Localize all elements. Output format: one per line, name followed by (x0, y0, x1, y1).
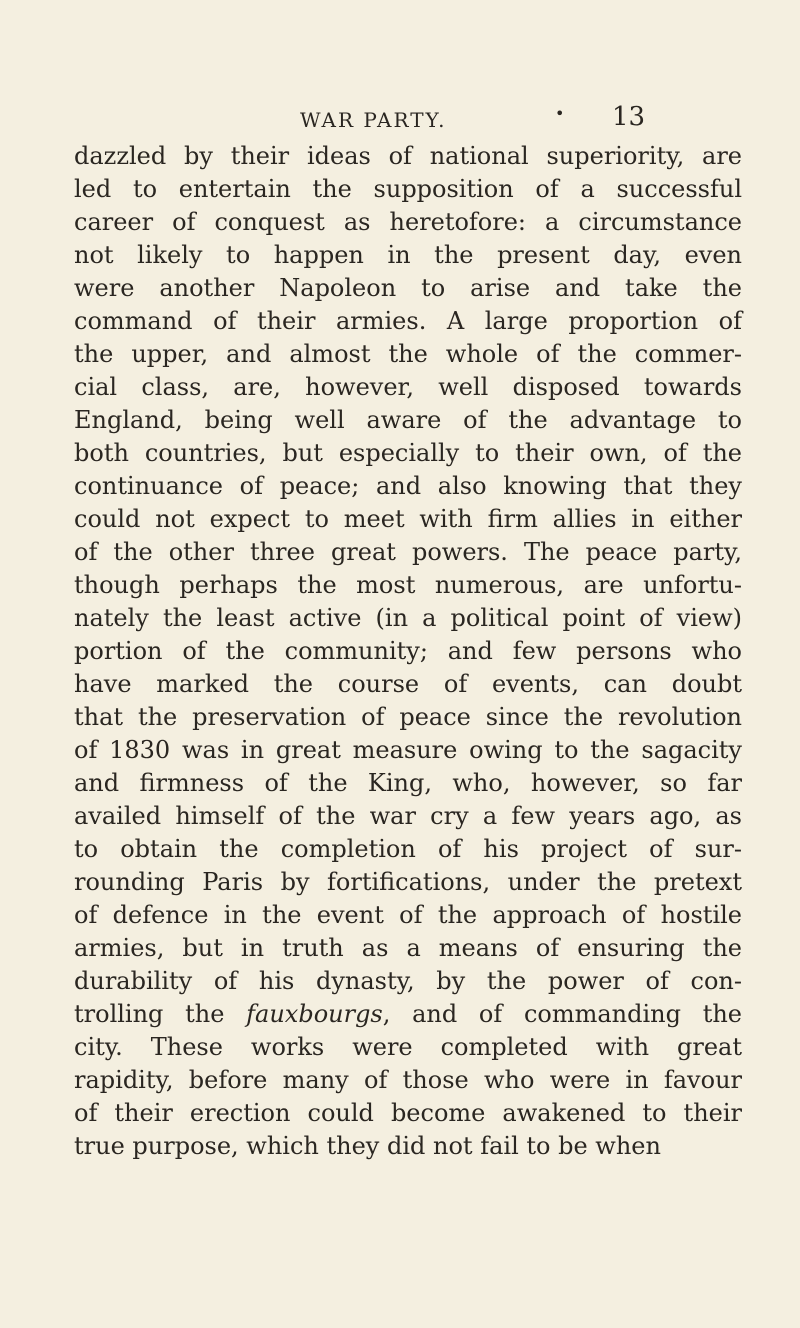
text-line: nately the least active (in a political point of view) (74, 604, 742, 632)
text-line: have marked the course of events, can doubt (74, 670, 742, 698)
body-text (74, 140, 742, 1163)
text-line: led to entertain the supposition of a successful (74, 175, 742, 203)
text-line: though perhaps the most numerous, are unfortu- (74, 571, 742, 599)
text-line: cial class, are, however, well disposed towards (74, 373, 742, 401)
text-run: trolling the (74, 1000, 247, 1028)
text-line: city. These works were completed with great (74, 1033, 742, 1061)
text-line: could not expect to meet with firm allies in either (74, 505, 742, 533)
text-line: of 1830 was in great measure owing to the sagacity (74, 736, 742, 764)
text-line: both countries, but especially to their own, of the (74, 439, 742, 467)
text-line: command of their armies. A large proportion of (74, 307, 742, 335)
text-line: rounding Paris by fortifications, under the pretext (74, 868, 742, 896)
text-line: not likely to happen in the present day, even (74, 241, 742, 269)
text-line: and firmness of the King, who, however, so far (74, 769, 742, 797)
text-line: dazzled by their ideas of national superiority, are (74, 142, 742, 170)
text-line: of defence in the event of the approach of hostile (74, 901, 742, 929)
text-line: durability of his dynasty, by the power of con- (74, 967, 742, 995)
text-line: that the preservation of peace since the revolution (74, 703, 742, 731)
text-line: of their erection could become awakened to their (74, 1099, 742, 1127)
header-ornament: • (555, 104, 565, 123)
text-line: the upper, and almost the whole of the commer- (74, 340, 742, 368)
text-line: portion of the community; and few persons who (74, 637, 742, 665)
text-line: were another Napoleon to arise and take the (74, 274, 742, 302)
running-title: WAR PARTY. (300, 108, 447, 132)
text-line: career of conquest as heretofore: a circumstance (74, 208, 742, 236)
text-run: , and of commanding the (382, 1000, 742, 1028)
text-line: true purpose, which they did not fail to be when (74, 1132, 661, 1160)
text-line: to obtain the completion of his project of sur- (74, 835, 742, 863)
text-line: England, being well aware of the advantage to (74, 406, 742, 434)
text-line: armies, but in truth as a means of ensuring the (74, 934, 742, 962)
text-line: of the other three great powers. The peace party, (74, 538, 742, 566)
page-number: 13 (612, 102, 646, 132)
text-line: availed himself of the war cry a few years ago, as (74, 802, 742, 830)
text-line-italic (74, 998, 742, 1031)
text-line: rapidity, before many of those who were in favour (74, 1066, 742, 1094)
text-line: continuance of peace; and also knowing that they (74, 472, 742, 500)
italic-word: fauxbourgs (246, 1000, 383, 1028)
